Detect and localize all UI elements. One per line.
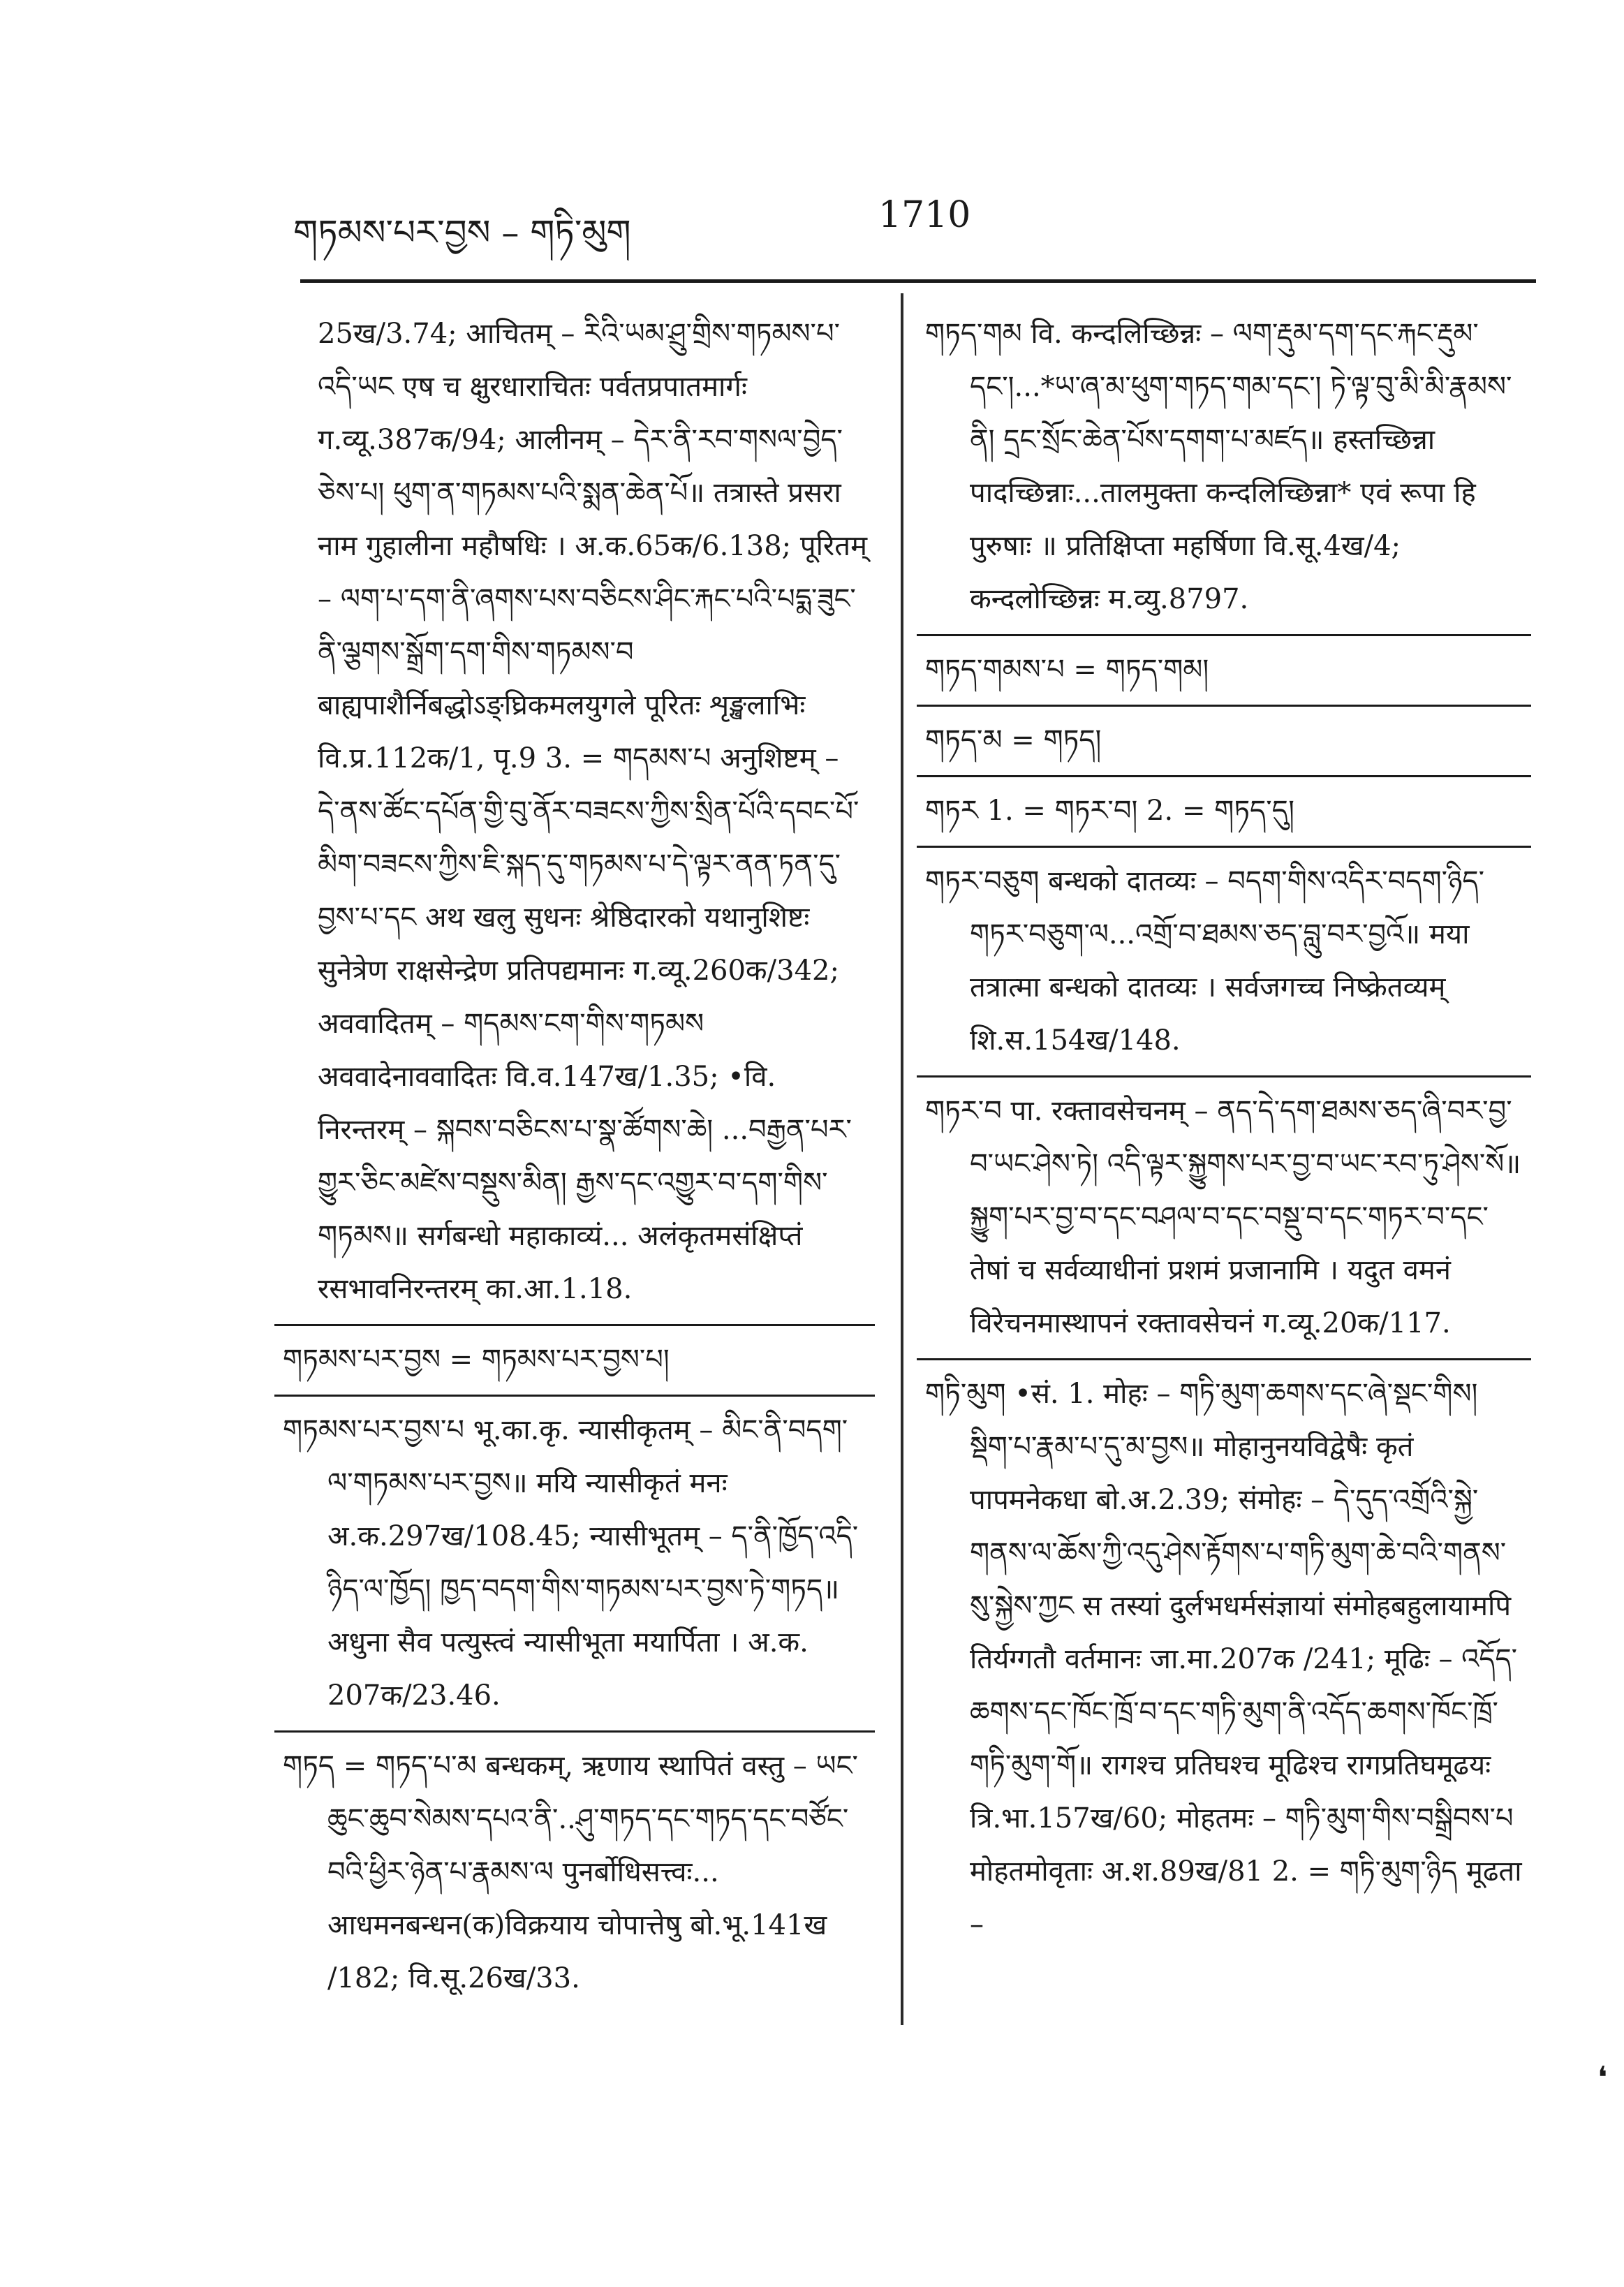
entry-divider — [917, 705, 1531, 707]
entry-headword: གཏམས་པར་བྱས་པ भू.का.कृ. न्यासीकृतम् – མིང་ནི་བདག་ལ་གཏམས་པར་བྱས॥ मयि न्यासीकृतं मनः अ.क.297ख/108.45; न्यासीभूतम् – ད་ནི་ཁྱོད་འདི་ཉིད་ལ་ཁྱོད། ཁྱད་བདག་གིས་གཏམས་པར་བྱས་ཏེ་གཏད॥ अधुना सैव पत्युस्त्वं न्यासीभूता मयार्पिता । अ.क. 207क/23.46. — [283, 1414, 859, 1712]
entry-divider — [917, 1075, 1531, 1078]
entry-headword: གཏར་བཅུག बन्धको दातव्यः – བདག་གིས་འདིར་བདག་ཉིད་གཏར་བཅུག་ལ...འགྲོ་བ་ཐམས་ཅད་བླུ་བར་བྱའོ॥ मया तत्रात्मा बन्धको दातव्यः । सर्वजगच्च निष्क्रेतव्यम् शि.स.154ख/148. — [925, 865, 1484, 1057]
right-column — [925, 307, 1526, 1959]
entry-divider — [274, 1395, 875, 1397]
entry-divider — [274, 1730, 875, 1733]
entry-divider — [917, 846, 1531, 848]
entry-headword: གཏར 1. = གཏར་བ། 2. = གཏད་དུ། — [925, 795, 1295, 827]
page-number: 1710 — [878, 194, 971, 236]
entry-headword: གཏད་མ = གཏད། — [925, 724, 1102, 756]
column-divider — [901, 293, 903, 2025]
entry-headword: གཏད་གམ वि. कन्दलिच्छिन्नः – ལག་རྡུམ་དག་དང་རྐང་རྡུམ་དང་།...*ཡ་ཞ་མ་ཕུག་གཏད་གམ་དང་། ཏེ་ལྟ་བུ་མི་མི་རྣམས་ནི། དྲང་སྲོང་ཆེན་པོས་དགག་པ་མཛད॥ हस्तच्छिन्ना पादच्छिन्नाः...तालमुक्ता कन्दलिच्छिन्ना* एवं रूपा हि पुरुषाः ॥ प्रतिक्षिप्ता महर्षिणा वि.सू.4ख/4; कन्दलोच्छिन्नः म.व्यु.8797. — [925, 318, 1512, 615]
header-rule — [300, 279, 1536, 283]
entry-headword: གཏི་མུག •सं. 1. मोहः – གཏི་མུག་ཆགས་དང་ཞེ་སྡང་གིས། སྡིག་པ་རྣམ་པ་དུ་མ་བྱས॥ मोहानुनयविद्वेषैः कृतं पापमनेकधा बो.अ.2.39; संमोहः – དེ་དུད་འགྲོའི་སྐྱེ་གནས་ལ་ཆོས་ཀྱི་འདུ་ཤེས་རྟོགས་པ་གཏི་མུག་ཆེ་བའི་གནས་སུ་སྐྱེས་ཀྱང स तस्यां दुर्लभधर्मसंज्ञायां संमोहबहुलायामपि तिर्यग्गतौ वर्तमानः जा.मा.207क /241; मूढिः – འདོད་ཆགས་དང་ཁོང་ཁྲོ་བ་དང་གཏི་མུག་ནི་འདོད་ཆགས་ཁོང་ཁྲོ་གཏི་མུག་གོ॥ रागश्च प्रतिघश्च मूढिश्च रागप्रतिघमूढयः त्रि.भा.157ख/60; मोहतमः – གཏི་མུག་གིས་བསྒྲིབས་པ मोहतमोवृताः अ.श.89ख/81 2. = གཏི་མུག་ཉིད मूढता – — [925, 1378, 1522, 1941]
entry-divider — [917, 775, 1531, 777]
entry-headword: གཏད་གམས་པ = གཏད་གམ། — [925, 654, 1209, 686]
running-head: གཏམས་པར་བྱས – གཏི་མུག — [293, 212, 631, 253]
entry-headword: གཏད = གཏད་པ་མ बन्धकम्, ऋणाय स्थापितं वस्तु – ཡང་ཆུང་ཆུབ་སེམས་དཔའ་ནི་..ཤུ་གཏད་དང་གཏད་དང་བཙོང་བའི་ཕྱིར་ཉེན་པ་རྣམས་ལ पुनर्बोधिसत्त्वः... आधमनबन्धन(क)विक्रयाय चोपात्तेषु बो.भू.141ख /182; वि.सू.26ख/33. — [283, 1750, 858, 1994]
entry-divider — [917, 1358, 1531, 1360]
entry-headword: གཏམས་པར་བྱས = གཏམས་པར་བྱས་པ། — [283, 1344, 670, 1376]
entry-divider — [274, 1324, 875, 1326]
entry-headword: གཏར་བ पा. रक्तावसेचनम् – ནད་དེ་དག་ཐམས་ཅད་ཞི་བར་བྱ་བ་ཡང་ཤེས་ཏེ། འདི་ལྟར་སྐྱུགས་པར་བྱ་བ་ཡང་རབ་ཏུ་ཤེས་སོ॥ སྐྱུག་པར་བྱ་བ་དང་བཤལ་བ་དང་བསྡུ་བ་དང་གཏར་བ་དང་ तेषां च सर्वव्याधीनां प्रशमं प्रजानामि । यदुत वमनं विरेचनमास्थापनं रक्तावसेचनं ग.व्यू.20क/117. — [925, 1095, 1521, 1339]
left-column — [283, 307, 869, 2013]
entry-divider — [917, 634, 1531, 636]
entry-continued: 25ख/3.74; आचितम् – རིའི་ཡམ་ཤྲུ་གྲིས་གཏམས་པ་འདི་ཡང एष च क्षुरधाराचितः पर्वतप्रपातमार्गः ग.व्यू.387क/94; आलीनम् – དེར་ནི་རབ་གསལ་བྱེད་ཅེས་པ། ཕུག་ན་གཏམས་པའི་སྨན་ཆེན་པོ॥ तत्रास्ते प्रसरा नाम गुहालीना महौषधिः । अ.क.65क/6.138; पूरितम् – ལག་པ་དག་ནི་ཞགས་པས་བཅིངས་ཤིང་རྐང་པའི་པདྨ་ཟུང་ནི་ལྕགས་སྒྲོག་དག་གིས་གཏམས་བ बाह्यपाशैर्निबद्धोऽङ्घ्रिकमलयुगले पूरितः शृङ्खलाभिः वि.प्र.112क/1, पृ.9 3. = གདམས་པ अनुशिष्टम् – དེ་ནས་ཚོང་དཔོན་གྱི་བུ་ནོར་བཟངས་ཀྱིས་སྲིན་པོའི་དབང་པོ་མིག་བཟངས་ཀྱིས་ཇི་སྐད་དུ་གཏམས་པ་དེ་ལྟར་ནན་ཏན་དུ་བྱས་པ་དང अथ खलु सुधनः श्रेष्ठिदारको यथानुशिष्टः सुनेत्रेण राक्षसेन्द्रेण प्रतिपद्यमानः ग.व्यू.260क/342; अववादितम् – གདམས་ངག་གིས་གཏམས अववादेनाववादितः वि.व.147ख/1.35; •वि. निरन्तरम् – སྐབས་བཅིངས་པ་སྣ་ཚོགས་ཆེ། ...བརྒྱན་པར་གྱུར་ཅིང་མཛེས་བསྡུས་མིན། རྒྱས་དང་འགྱུར་བ་དག་གིས་གཏམས॥ सर्गबन्धो महाकाव्यं... अलंकृतमसंक्षिप्तं रसभावनिरन्तरम् का.आ.1.18. — [318, 318, 868, 1305]
margin-mark: ❛ — [1597, 2060, 1608, 2096]
